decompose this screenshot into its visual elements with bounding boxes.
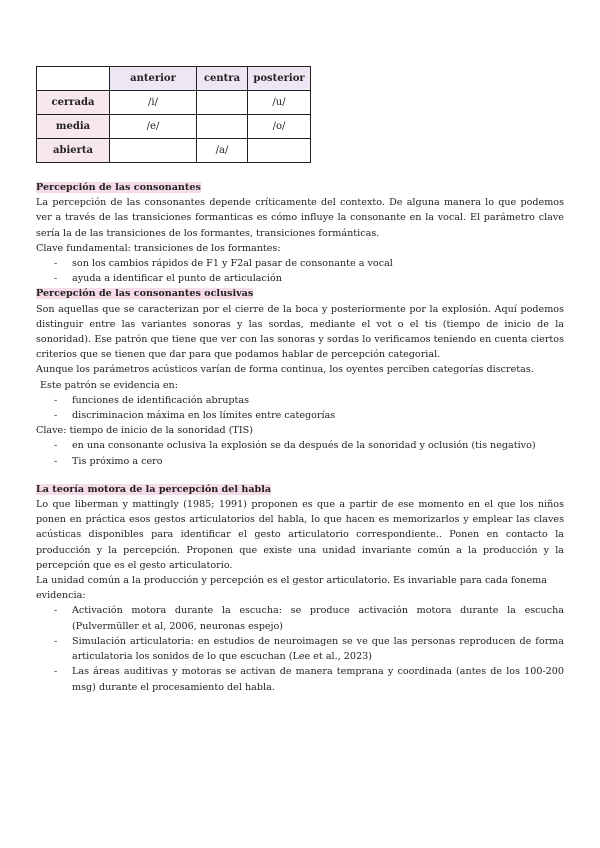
list-item: - ayuda a identificar el punto de articulación [36,271,564,286]
key-line: Clave fundamental: transiciones de los formantes: [36,242,281,254]
bullet-list [36,393,564,423]
spacer [36,469,564,482]
section-heading: Percepción de las consonantes [36,182,201,193]
row-header-cerrada: cerrada [37,91,110,115]
list-item: - Tis próximo a cero [36,454,564,469]
row-header-abierta: abierta [37,139,110,163]
bullet-list [36,256,564,286]
row-header-media: media [37,115,110,139]
table-cell [248,139,311,163]
table-cell [197,115,248,139]
table-corner-cell [37,67,110,91]
bullet-list [36,603,564,694]
paragraph-line: Aunque los parámetros acústicos varían de forma continua, los oyentes perciben categorías discretas. [36,364,534,376]
list-item: - funciones de identificación abruptas [36,393,564,408]
column-header-central: centra [197,67,248,91]
list-item: - Las áreas auditivas y motoras se activan de manera temprana y coordinada (antes de los 100-200 msg) durante el procesamiento del habla. [36,664,564,694]
table-row [37,139,311,163]
table-cell: /i/ [110,91,197,115]
paragraph: Son aquellas que se caracterizan por el cierre de la boca y posteriormente por la explosión. Aquí podemos distinguir entre las variantes sonoras y las sordas, mediante el vot o el tis (tiempo de inicio de la sonoridad). Ese patrón que tiene que ver con las sonoras y sordas lo verificamos teniendo en cuenta ciertos criterios que se tienen que dar para que podamos hablar de percepción categorial. [36,303,564,361]
section-heading: Percepción de las consonantes oclusivas [36,288,254,300]
list-item: - Activación motora durante la escucha: se produce activación motora durante la escucha (Pulvermüller et al, 2006, neuronas espejo) [36,603,564,633]
paragraph: La percepción de las consonantes depende críticamente del contexto. De alguna manera lo que podemos ver a través de las transiciones formanticas es cómo influye la consonante en la vocal. El parámetro clave sería la de las transiciones de los formantes, transiciones formánticas. [36,197,564,239]
list-item: - son los cambios rápidos de F1 y F2al pasar de consonante a vocal [36,256,564,271]
table-cell: /e/ [110,115,197,139]
key-line: Clave: tiempo de inicio de la sonoridad (TIS) [36,425,253,437]
table-cell: /u/ [248,91,311,115]
vowel-table [36,66,311,163]
list-item: - en una consonante oclusiva la explosión se da después de la sonoridad y oclusión (tis negativo) [36,438,564,453]
table-cell: /a/ [197,139,248,163]
paragraph: Lo que liberman y mattingly (1985; 1991) proponen es que a partir de ese momento en el que los niños ponen en práctica esos gestos articulatorios del habla, lo que hacen es memorizarlos y emplear las claves acústicas disponibles para identificar el gesto articulatorio correspondiente.. Ponen en contacto la producción y la percepción. Proponen que existe una unidad invariante común a la producción y la percepción que es el gesto articulatorio. [36,499,564,571]
bullet-list [36,438,564,468]
table-row [37,115,311,139]
list-item: - discriminacion máxima en los límites entre categorías [36,408,564,423]
table-cell [197,91,248,115]
table-cell: /o/ [248,115,311,139]
table-row [37,91,311,115]
column-header-anterior: anterior [110,67,197,91]
document-body [36,180,564,695]
section-heading: La teoría motora de la percepción del habla [36,483,272,495]
table-header-row [37,67,311,91]
list-item: - Simulación articulatoria: en estudios de neuroimagen se ve que las personas reproducen de forma articulatoria los sonidos de lo que escuchan (Lee et al., 2023) [36,634,564,664]
table-cell [110,139,197,163]
paragraph: La unidad común a la producción y percepción es el gestor articulatorio. Es invariable para cada fonema evidencia: [36,575,547,602]
paragraph-line: Este patrón se evidencia en: [40,379,178,391]
column-header-posterior: posterior [248,67,311,91]
